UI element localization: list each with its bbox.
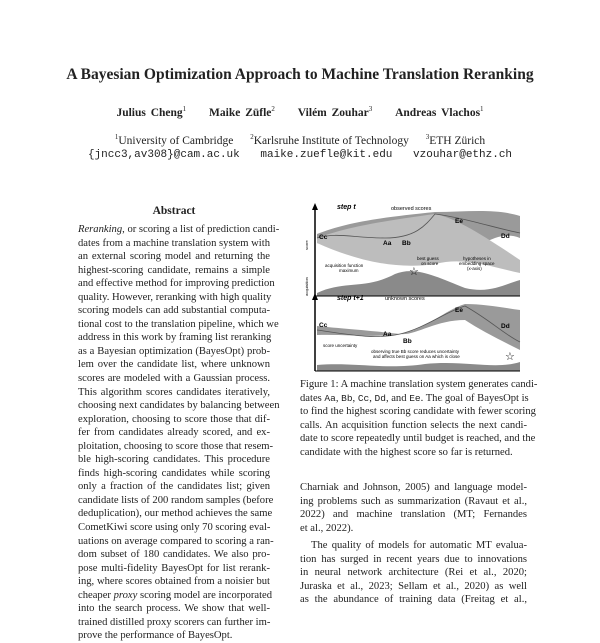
text-line: ing, where scores obtained from a noisier but — [78, 576, 270, 588]
acq-max-label: acquisition function — [325, 263, 364, 268]
text-line: dom subset of 180 candidates. We also pro- — [78, 549, 270, 561]
body-text — [300, 481, 527, 607]
text-line: The quality of models for automatic MT evalua- — [311, 540, 527, 552]
panel-step-t1 — [312, 293, 520, 371]
figure-caption — [300, 378, 538, 459]
paper-title: A Bayesian Optimization Approach to Machine Translation Reranking — [66, 66, 534, 83]
candidate-aa: Aa — [383, 240, 392, 247]
observing-label: observing true Bb score reduces uncertainty — [371, 349, 460, 354]
candidate-bb: Bb — [403, 338, 412, 345]
text-line: fer from candidates already scored, and ex- — [78, 427, 270, 439]
text-line: ploitation, choosing to score those that resem- — [78, 440, 274, 452]
affiliation: $^1$University of Cambridge — [114, 133, 234, 147]
candidate-bb: Bb — [402, 240, 411, 247]
observed-scores-label: observed scores — [391, 206, 432, 212]
text-line: as the abundance of training data (Freitag et al., — [300, 594, 527, 606]
text-line: and effective method for improving prediction — [78, 278, 275, 290]
author: Julius Cheng$^1$ — [116, 105, 187, 119]
affiliation: $^2$Karlsruhe Institute of Technology — [250, 133, 409, 147]
step-t-label: step t — [337, 204, 356, 211]
unknown-scores-label: unknown scores — [385, 296, 425, 302]
text-line: candidate lists of 200 random samples (before — [78, 494, 274, 506]
text-line: calls. An acquisition function selects the next candi- — [300, 419, 527, 431]
text-line: deduplication), our method achieves the same — [78, 508, 273, 520]
text-line: cheaper proxy scoring model are incorporated — [78, 589, 273, 601]
star-icon: ☆ — [409, 266, 419, 278]
text-line: ble high-scoring candidates. This procedure — [78, 454, 270, 466]
hypotheses-label: hypotheses in — [463, 256, 491, 261]
text-line: lem over the candidate list, where unknown — [78, 359, 270, 371]
text-line: finds high-scoring candidates while scoring — [78, 467, 270, 479]
emails — [0, 149, 600, 161]
text-line: only a fraction of the candidates list; given — [78, 481, 270, 493]
text-line: an external scoring model and returning the — [78, 251, 270, 263]
text-line: Reranking, or scoring a list of prediction candi- — [78, 224, 280, 235]
author: Maike Züfle$^2$ — [209, 105, 275, 119]
text-line: scores are modeled with a Gaussian process. — [78, 373, 270, 385]
abstract-heading: Abstract — [152, 205, 196, 217]
candidate-ee: Ee — [455, 218, 463, 225]
candidate-dd: Dd — [501, 233, 510, 240]
acq-max-label: maximum — [339, 268, 359, 273]
candidate-ee: Ee — [455, 307, 463, 314]
email: maike.zuefle@kit.edu — [260, 149, 393, 161]
text-line: ing problems such as summarization (Ravaut et al., — [300, 495, 527, 507]
text-line: as a Bayesian optimization (BayesOpt) prob- — [78, 345, 270, 357]
candidate-dd: Dd — [501, 323, 510, 330]
text-line: et al., 2022). — [300, 522, 354, 534]
text-line: candidate with the highest score so far is returned. — [300, 446, 513, 458]
figure-1 — [305, 198, 525, 373]
text-line: into the search process. We show that well- — [78, 603, 270, 615]
text-line: trained distilled proxy scorers can further im- — [78, 616, 271, 628]
text-line: tion has surged in recent years due to innovations — [300, 553, 527, 565]
hypotheses-label: embedding space — [459, 261, 495, 266]
candidate-cc: Cc — [319, 322, 328, 329]
text-line: dates from a machine translation system with — [78, 237, 270, 249]
text-line: tional cost to the translation pipeline, which we — [78, 318, 279, 330]
affiliations — [0, 133, 600, 147]
candidate-aa: Aa — [383, 331, 392, 338]
candidate-cc: Cc — [319, 234, 328, 241]
text-line: choosing next candidates by balancing between — [78, 400, 280, 412]
text-line: to find the highest scoring candidate with fewer scoring — [300, 406, 536, 418]
uncertainty-label: score uncertainty — [323, 343, 358, 348]
text-line: date to score repeatedly until budget is reached, and the — [300, 433, 536, 445]
observing-label: and affects best guess on Aa which is close — [373, 354, 460, 359]
email: {jncc3,av308}@cam.ac.uk — [87, 149, 240, 161]
text-line: Juraska et al., 2023; Sellam et al., 2020) as well — [300, 580, 527, 592]
axis-acquisition-label: acquisition — [304, 277, 309, 296]
email: vzouhar@ethz.ch — [413, 149, 513, 161]
text-line: highest-scoring candidate, remains a simple — [78, 264, 270, 276]
best-guess-label: on score — [421, 261, 439, 266]
text-line: in neural network architecture (Rei et al., 2020; — [300, 567, 527, 579]
panel-step-t — [304, 203, 520, 296]
text-line: scoring models can add substantial computa- — [78, 305, 270, 317]
author-list — [0, 105, 600, 119]
text-line: Charniak and Johnson, 2005) and language model- — [300, 482, 527, 493]
hypotheses-label: (x-axis) — [467, 266, 482, 271]
text-line: pose multi-fidelity BayesOpt for list rerank- — [78, 562, 270, 574]
text-line: exploration, choosing to score those that dif- — [78, 413, 270, 425]
text-line: uations on average compared to scoring a ran- — [78, 535, 274, 547]
text-line: quality. However, reranking with high quality — [78, 291, 272, 303]
best-guess-label: best guess — [417, 256, 439, 261]
text-line: 2022) and machine translation (MT; Fernandes — [300, 509, 527, 521]
text-line: dates Aa, Bb, Cc, Dd, and Ee. The goal of BayesOpt is — [300, 392, 529, 404]
text-line: address in this work by framing list reranking — [78, 332, 272, 344]
author: Andreas Vlachos$^1$ — [395, 105, 484, 119]
star-icon: ☆ — [505, 351, 515, 363]
step-t1-label: step t+1 — [337, 295, 364, 302]
author: Vilém Zouhar$^3$ — [297, 105, 373, 119]
abstract-text — [78, 223, 280, 643]
affiliation: $^3$ETH Zürich — [425, 133, 486, 147]
text-line: Figure 1: A machine translation system generates candi- — [300, 379, 538, 390]
axis-score-label: score — [304, 240, 309, 250]
text-line: prove the performance of BayesOpt. — [78, 630, 233, 642]
text-line: CometKiwi score using only 70 scoring eval- — [78, 522, 271, 534]
text-line: This algorithm scores candidates iteratively, — [78, 386, 270, 398]
